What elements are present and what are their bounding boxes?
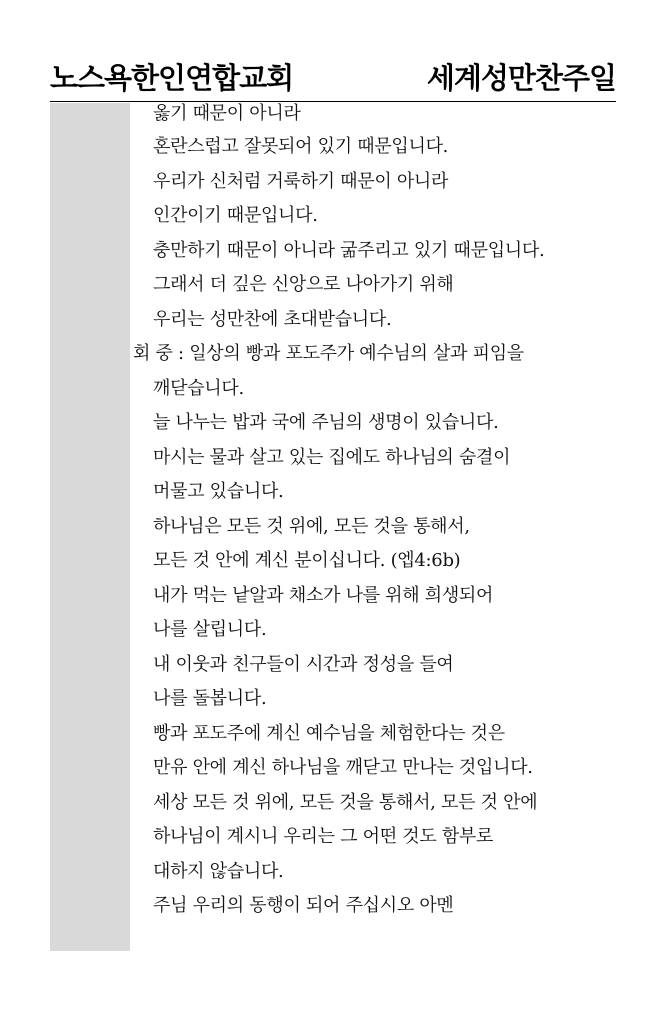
text-line: 빵과 포도주에 계신 예수님을 체험한다는 것은 <box>153 722 505 744</box>
text-line: 내가 먹는 낱알과 채소가 나를 위해 희생되어 <box>153 584 494 606</box>
service-title: 세계성만찬주일 <box>426 61 616 95</box>
text-line: 하나님이 계시니 우리는 그 어떤 것도 함부로 <box>153 826 494 847</box>
text-line: 머물고 있습니다. <box>153 481 284 502</box>
text-line: 늘 나누는 밥과 국에 주님의 생명이 있습니다. <box>153 412 499 433</box>
page-header <box>50 55 616 101</box>
text-line: 우리가 신처럼 거룩하기 때문이 아니라 <box>153 170 449 192</box>
text-line: 만유 안에 계신 하나님을 깨닫고 만나는 것입니다. <box>153 757 533 778</box>
text-line: 나를 돌봅니다. <box>153 688 267 709</box>
congregation-response-label-line: 회 중 : 일상의 빵과 포도주가 예수님의 살과 피임을 <box>133 343 524 364</box>
text-line: 세상 모든 것 위에, 모든 것을 통해서, 모든 것 안에 <box>153 791 538 813</box>
text-line: 주님 우리의 동행이 되어 주십시오 아멘 <box>153 895 454 916</box>
liturgy-text <box>130 101 616 924</box>
text-line: 깨닫습니다. <box>153 377 244 399</box>
church-name: 노스욕한인연합교회 <box>50 61 294 95</box>
gray-side-bar <box>50 103 130 951</box>
text-line: 마시는 물과 살고 있는 집에도 하나님의 숨결이 <box>153 446 511 468</box>
text-line: 나를 살립니다. <box>153 619 267 640</box>
text-line: 충만하기 때문이 아니라 굶주리고 있기 때문입니다. <box>153 239 545 261</box>
text-line: 옳기 때문이 아니라 <box>153 103 301 124</box>
text-line: 인간이기 때문입니다. <box>153 205 318 226</box>
text-line: 대하지 않습니다. <box>153 860 284 882</box>
text-line: 내 이웃과 친구들이 시간과 정성을 들여 <box>153 653 454 675</box>
text-line: 혼란스럽고 잘못되어 있기 때문입니다. <box>153 136 449 157</box>
text-line: 하나님은 모든 것 위에, 모든 것을 통해서, <box>153 515 470 537</box>
text-line: 그래서 더 깊은 신앙으로 나아가기 위해 <box>153 274 454 295</box>
text-line: 우리는 성만찬에 초대받습니다. <box>153 308 392 330</box>
text-line: 모든 것 안에 계신 분이십니다. (엡4:6b) <box>153 550 461 571</box>
